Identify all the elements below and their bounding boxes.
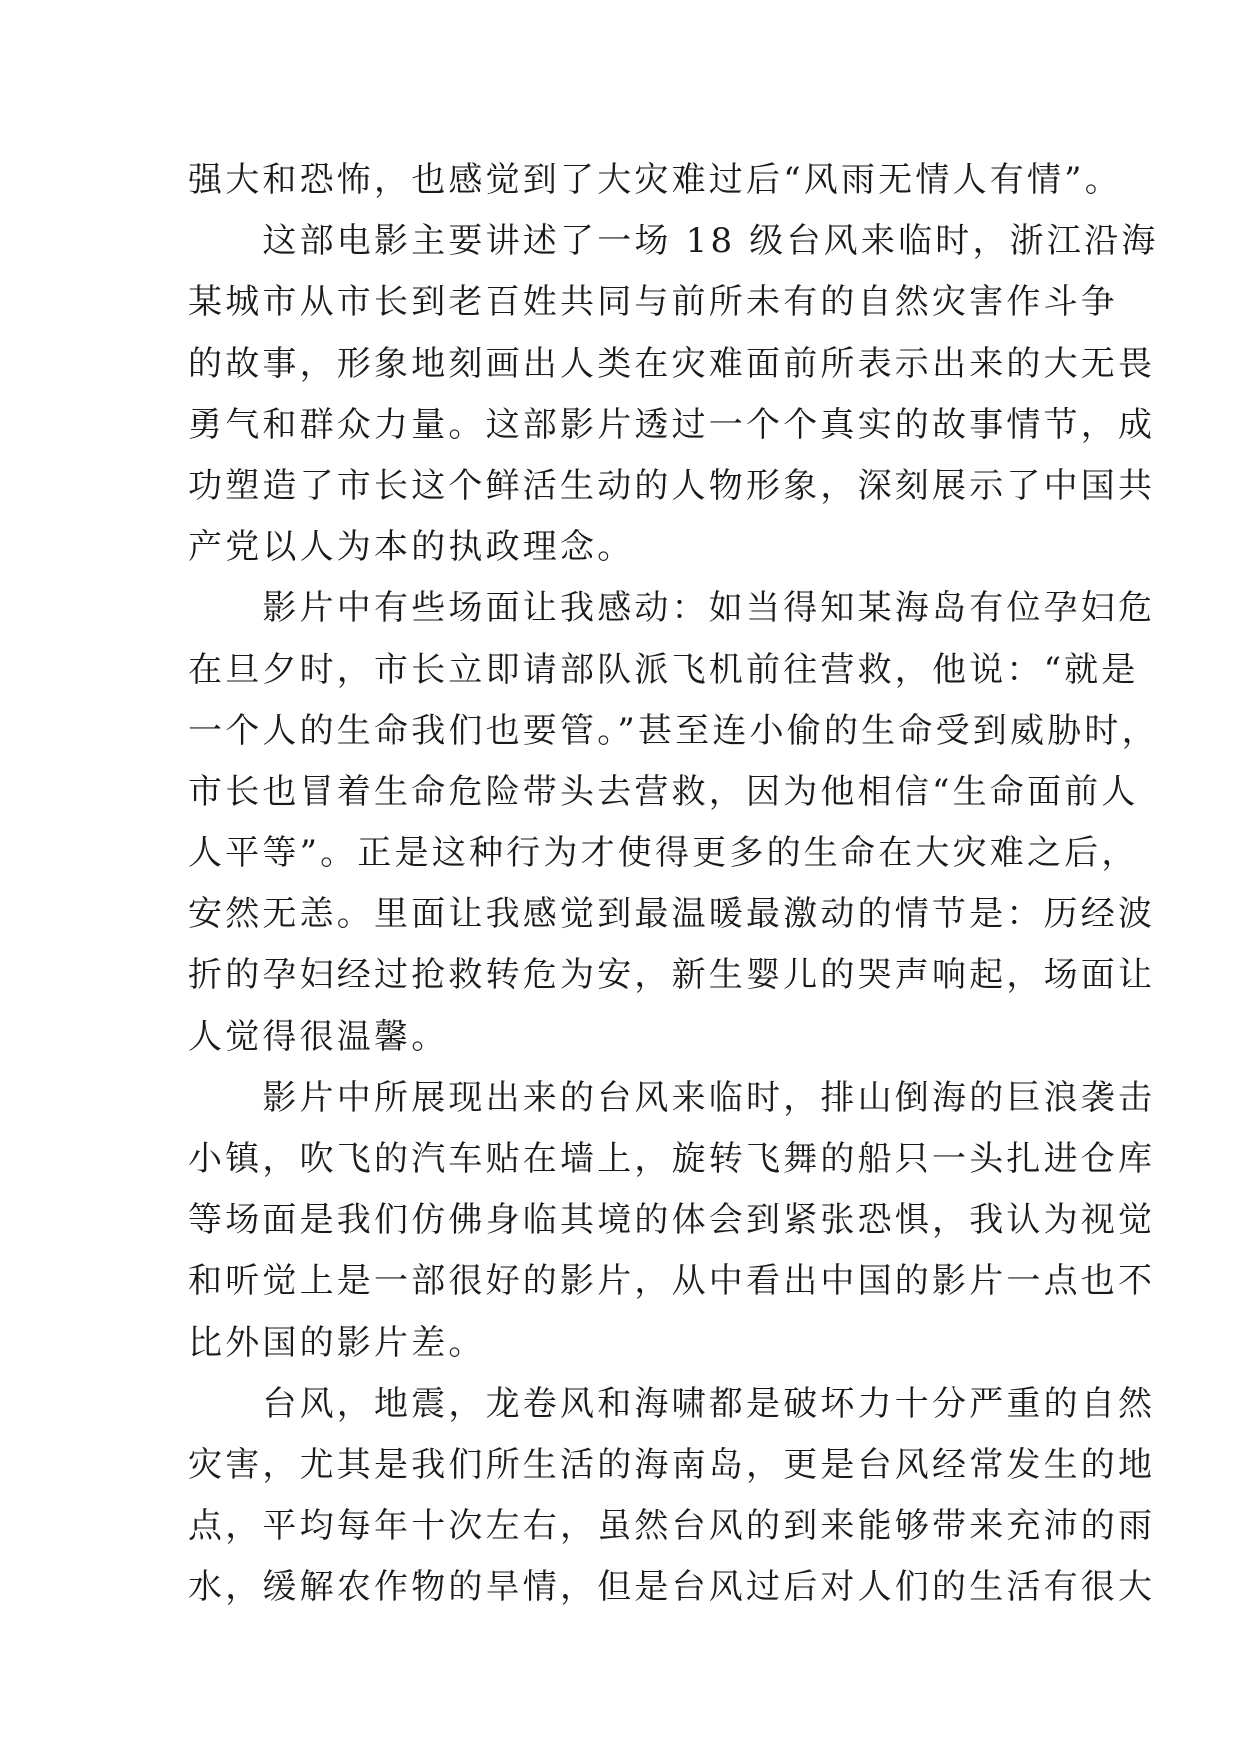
text-line: 安然无恙。里面让我感觉到最温暖最激动的情节是：历经波	[188, 894, 1156, 935]
text-line: 的故事，形象地刻画出人类在灾难面前所表示出来的大无畏	[188, 343, 1156, 384]
text-line: 市长也冒着生命危险带头去营救，因为他相信“生命面前人	[188, 771, 1139, 812]
text-line: 和听觉上是一部很好的影片，从中看出中国的影片一点也不	[188, 1261, 1156, 1302]
text-line: 在旦夕时，市长立即请部队派飞机前往营救，他说：“就是	[188, 649, 1139, 690]
text-line: 勇气和群众力量。这部影片透过一个个真实的故事情节，成	[188, 404, 1156, 445]
text-line: 功塑造了市长这个鲜活生动的人物形象，深刻展示了中国共	[188, 465, 1156, 506]
text-line: 影片中所展现出来的台风来临时，排山倒海的巨浪袭击	[188, 1077, 1156, 1118]
text-line: 一个人的生命我们也要管。”甚至连小偷的生命受到威胁时，	[188, 710, 1159, 751]
text-line: 水，缓解农作物的旱情，但是台风过后对人们的生活有很大	[188, 1567, 1156, 1608]
text-line: 人觉得很温馨。	[188, 1016, 449, 1057]
text-line: 影片中有些场面让我感动：如当得知某海岛有位孕妇危	[188, 588, 1156, 629]
text-line: 台风，地震，龙卷风和海啸都是破坏力十分严重的自然	[188, 1383, 1156, 1424]
text-line: 点，平均每年十次左右，虽然台风的到来能够带来充沛的雨	[188, 1506, 1156, 1547]
text-line: 比外国的影片差。	[188, 1322, 486, 1363]
text-line: 产党以人为本的执政理念。	[188, 527, 635, 568]
text-line: 等场面是我们仿佛身临其境的体会到紧张恐惧，我认为视觉	[188, 1200, 1156, 1241]
body-text	[188, 150, 1159, 1619]
text-line: 这部电影主要讲述了一场 18 级台风来临时，浙江沿海	[188, 221, 1159, 262]
text-line: 折的孕妇经过抢救转危为安，新生婴儿的哭声响起，场面让	[188, 955, 1156, 996]
text-line: 小镇，吹飞的汽车贴在墙上，旋转飞舞的船只一头扎进仓库	[188, 1139, 1156, 1179]
text-line: 人平等”。正是这种行为才使得更多的生命在大灾难之后，	[188, 833, 1139, 874]
text-line: 灾害，尤其是我们所生活的海南岛，更是台风经常发生的地	[188, 1444, 1156, 1485]
text-line: 强大和恐怖，也感觉到了大灾难过后“风雨无情人有情”。	[188, 160, 1122, 200]
text-line: 某城市从市长到老百姓共同与前所未有的自然灾害作斗争	[188, 282, 1118, 323]
